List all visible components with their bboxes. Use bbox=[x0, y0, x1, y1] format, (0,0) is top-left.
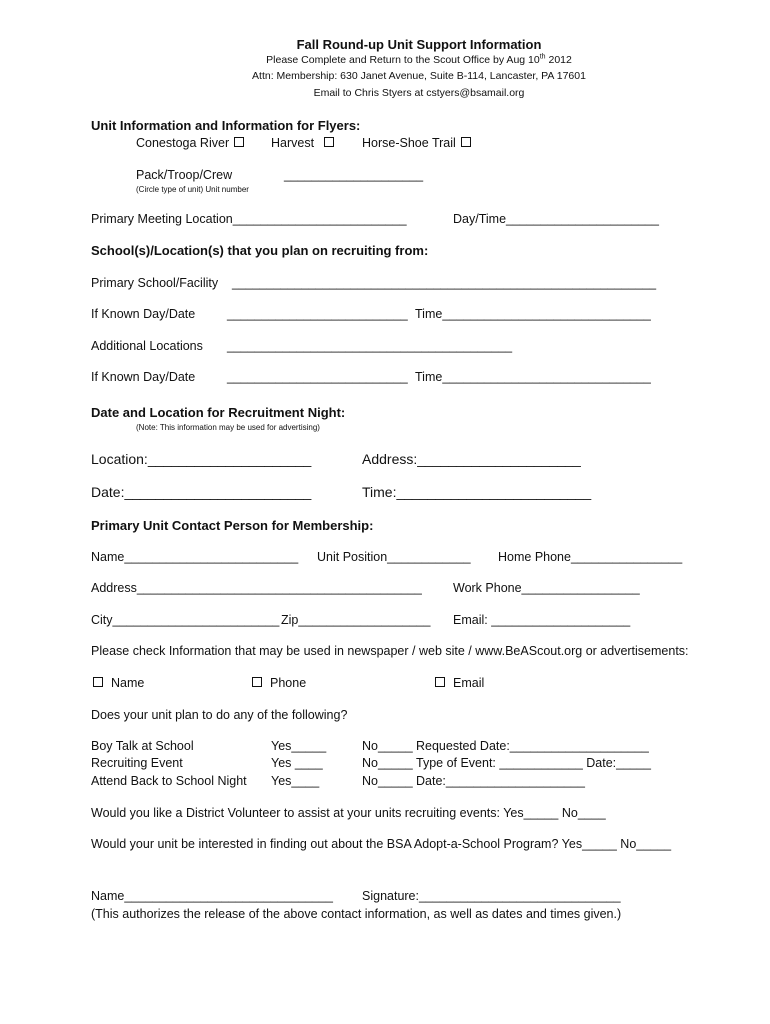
day-date-label-1: If Known Day/Date bbox=[91, 307, 196, 321]
contact-address-field[interactable]: Address_________________________________________ bbox=[91, 581, 422, 595]
checkbox-icon[interactable] bbox=[93, 677, 103, 687]
additional-locations-label: Additional Locations bbox=[91, 339, 203, 353]
checkbox-icon[interactable] bbox=[324, 137, 334, 147]
option-harvest[interactable] bbox=[271, 136, 334, 151]
activity-label: Recruiting Event bbox=[91, 756, 183, 770]
activity-no-field[interactable]: No_____ bbox=[362, 774, 413, 788]
primary-school-field[interactable]: _____________________________________________________________ bbox=[232, 276, 657, 290]
option-horseshoe-label: Horse-Shoe Trail bbox=[362, 136, 456, 150]
unit-info-heading: Unit Information and Information for Flyers: bbox=[91, 118, 361, 133]
advertising-note: (Note: This information may be used for advertising) bbox=[136, 423, 320, 432]
publish-email-label: Email bbox=[453, 676, 485, 690]
option-horseshoe[interactable] bbox=[362, 136, 471, 151]
checkbox-icon[interactable] bbox=[234, 137, 244, 147]
recruitment-location-field[interactable]: Location:_____________________ bbox=[91, 451, 312, 467]
authorization-note: (This authorizes the release of the above contact information, as well as dates and times given.) bbox=[91, 907, 622, 921]
pack-troop-crew-label: Pack/Troop/Crew bbox=[136, 168, 233, 182]
return-instructions-text: Please Complete and Return to the Scout Office by Aug 10 bbox=[266, 54, 540, 66]
publish-email-option[interactable] bbox=[435, 676, 484, 691]
volunteer-question[interactable]: Would you like a District Volunteer to assist at your units recruiting events: Yes_____ No____ bbox=[91, 806, 606, 820]
signature-field[interactable]: Signature:_____________________________ bbox=[362, 889, 621, 903]
day-date-field-2[interactable]: __________________________ bbox=[227, 370, 408, 384]
option-conestoga-label: Conestoga River bbox=[136, 136, 230, 150]
form-title: Fall Round-up Unit Support Information bbox=[296, 37, 542, 52]
option-harvest-label: Harvest bbox=[271, 136, 315, 150]
unit-type-hint: (Circle type of unit) Unit number bbox=[136, 185, 249, 194]
activity-detail-field[interactable]: Requested Date:____________________ bbox=[416, 739, 649, 753]
unit-position-field[interactable]: Unit Position____________ bbox=[317, 550, 471, 564]
activity-yes-field[interactable]: Yes____ bbox=[271, 774, 320, 788]
activity-label: Attend Back to School Night bbox=[91, 774, 247, 788]
checkbox-icon[interactable] bbox=[252, 677, 262, 687]
schools-heading: School(s)/Location(s) that you plan on recruiting from: bbox=[91, 243, 429, 258]
checkbox-icon[interactable] bbox=[461, 137, 471, 147]
signer-name-field[interactable]: Name______________________________ bbox=[91, 889, 333, 903]
recruitment-time-field[interactable]: Time:_________________________ bbox=[362, 484, 592, 500]
plans-question: Does your unit plan to do any of the following? bbox=[91, 708, 348, 722]
contact-heading: Primary Unit Contact Person for Membership: bbox=[91, 518, 374, 533]
time-field-1[interactable]: Time______________________________ bbox=[415, 307, 651, 321]
contact-name-field[interactable]: Name_________________________ bbox=[91, 550, 299, 564]
recruitment-address-field[interactable]: Address:_____________________ bbox=[362, 451, 581, 467]
recruitment-heading: Date and Location for Recruitment Night: bbox=[91, 405, 346, 420]
return-year: 2012 bbox=[545, 54, 572, 66]
publish-name-label: Name bbox=[111, 676, 145, 690]
option-conestoga[interactable] bbox=[136, 136, 244, 151]
primary-school-label: Primary School/Facility bbox=[91, 276, 219, 290]
recruitment-date-field[interactable]: Date:________________________ bbox=[91, 484, 312, 500]
publish-consent-text: Please check Information that may be used in newspaper / web site / www.BeAScout.org or advertisements: bbox=[91, 644, 689, 658]
work-phone-field[interactable]: Work Phone_________________ bbox=[453, 581, 640, 595]
zip-field[interactable]: Zip___________________ bbox=[281, 613, 431, 627]
activity-no-field[interactable]: No_____ bbox=[362, 756, 413, 770]
publish-phone-option[interactable] bbox=[252, 676, 306, 691]
additional-locations-field[interactable]: _________________________________________ bbox=[227, 339, 513, 353]
activity-yes-field[interactable]: Yes ____ bbox=[271, 756, 323, 770]
checkbox-icon[interactable] bbox=[435, 677, 445, 687]
contact-email-field[interactable]: Email: ____________________ bbox=[453, 613, 631, 627]
city-field[interactable]: City________________________ bbox=[91, 613, 280, 627]
day-date-label-2: If Known Day/Date bbox=[91, 370, 196, 384]
time-field-2[interactable]: Time______________________________ bbox=[415, 370, 651, 384]
mailing-address: Attn: Membership: 630 Janet Avenue, Suite B-114, Lancaster, PA 17601 bbox=[252, 70, 586, 82]
unit-number-field[interactable]: ____________________ bbox=[284, 168, 424, 182]
return-instructions bbox=[0, 54, 770, 67]
day-date-field-1[interactable]: __________________________ bbox=[227, 307, 408, 321]
date-suffix: th bbox=[539, 53, 546, 61]
publish-phone-label: Phone bbox=[270, 676, 307, 690]
activity-yes-field[interactable]: Yes_____ bbox=[271, 739, 327, 753]
activity-no-field[interactable]: No_____ bbox=[362, 739, 413, 753]
home-phone-field[interactable]: Home Phone________________ bbox=[498, 550, 683, 564]
adopt-school-question[interactable]: Would your unit be interested in finding out about the BSA Adopt-a-School Program? Yes_____ No_____ bbox=[91, 837, 672, 851]
email-instructions: Email to Chris Styers at cstyers@bsamail.org bbox=[313, 87, 525, 99]
meeting-location-field[interactable]: Primary Meeting Location_________________________ bbox=[91, 212, 407, 226]
activity-detail-field[interactable]: Date:____________________ bbox=[416, 774, 585, 788]
publish-name-option[interactable] bbox=[93, 676, 144, 691]
activity-detail-field[interactable]: Type of Event: ____________ Date:_____ bbox=[416, 756, 651, 770]
meeting-day-time-field[interactable]: Day/Time______________________ bbox=[453, 212, 659, 226]
activity-label: Boy Talk at School bbox=[91, 739, 194, 753]
